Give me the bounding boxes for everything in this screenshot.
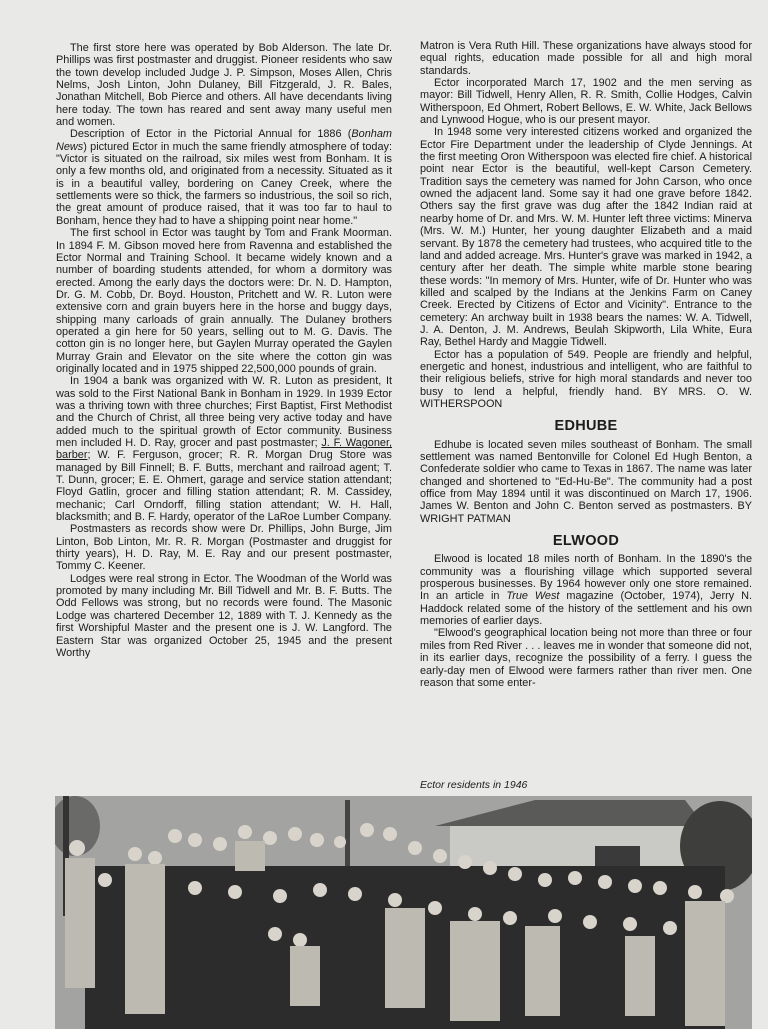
text-run: Elwood is located 18 miles north of Bonham. In the 1890's the community was a flourishing village which supported several prosperous businesses. By 1964 however only one store remained. In an article in bbox=[420, 553, 752, 603]
paragraph-fire-dept-cemetery: In 1948 some very interested citizens worked and organized the Ector Fire Department under the leadership of Clyde Jennings. At the first meeting Oron Witherspoon was elected fire chief. A historical point near Ector is the beautiful, well-kept Carson Cemetery. Tradition says the cemetery was named for John Carson, who once owned the adjacent land. Some say it had one grave before 1842. Others say the first grave was dug after the 1842 Indian raid at nearby home of Dr. and Mrs. W. M. Hunter left three victims: Minerva (Mrs. W. M.) Hunter, her young daughter Elizabeth and a maid servant. By 1878 the cemetery had trustees, who acquired title to the land and added acreage. Mrs. Hunter's grave was marked in 1942, a century after her death. The simple white marble stone bearing these words: "In memory of Mrs. Hunter, wife of Dr. Hunter who was killed and scalped by the Indians at the Jenkins Farm on Caney Creek. Erected by Citizens of Ector and Vicinity". Entrance to the cemetery: An archway built in 1938 bears the names: W. A. Tidwell, J. A. Denton, J. M. Andrews, Beulah Skipworth, Lila White, Eura Ray, Bethel Hardy and Maggie Tidwell. bbox=[420, 126, 752, 349]
paragraph-edhube: Edhube is located seven miles southeast of Bonham. The small settlement was named Bentonville for Colonel Ed Hugh Benton, a Confederate soldier who came to Texas in 1867. The name was later changed and shortened to "Ed-Hu-Be". The community had a post office from May 1894 until it was discontinued on March 17, 1906. James W. Benton and John C. Benton served as postmasters. BY WRIGHT PATMAN bbox=[420, 438, 752, 525]
paragraph-pictorial-annual bbox=[56, 128, 392, 227]
paragraph-first-school: The first school in Ector was taught by Tom and Frank Moorman. In 1894 F. M. Gibson moved here from Ravenna and established the Ector Normal and Training School. It became widely known and a number of boarding students attended, for whom a dormitory was erected. Among the early days the doctors were: Dr. N. D. Hampton, Dr. G. M. Cobb, Dr. Boyd. Houston, Pritchett and W. R. Luton were extensive corn and grain buyers here in the horse and buggy days, shipping many carloads of grain annually. The Dulaney brothers operated a gin here for 50 years, selling out to M. G. Davis. The cotton gin is no longer here, but Gaylen Murray operated the Gaylen Murray Grain and Elevator on the site where the cotton gin was originally located and in 1975 shipped 22,500,000 pounds of grain. bbox=[56, 227, 392, 375]
paragraph-elwood-intro bbox=[420, 553, 752, 627]
section-heading-edhube: EDHUBE bbox=[554, 418, 618, 435]
photo-caption: Ector residents in 1946 bbox=[420, 779, 528, 791]
underlined-text: J. F. Wagoner, barber bbox=[56, 437, 393, 462]
text-run: magazine (October, 1974), Jerry N. Haddock related some of the history of the settlement and his own memories of earlier days. bbox=[420, 590, 752, 628]
paragraph-matron: Matron is Vera Ruth Hill. These organizations have always stood for equal rights, education made possible for all and high moral standards. bbox=[420, 40, 752, 77]
text-run: ; W. F. Ferguson, grocer; R. R. Morgan Drug Store was managed by Bill Finnell; B. F. Butts, merchant and railroad agent; T. T. Dunn, grocer; E. E. Ohmert, garage and service station attendant; Floyd Gatlin, grocer and filling station attendant; R. M. Cassidey, mechanic; Carl Orndorff, filling station attendant; W. H. Hall, blacksmith; and B. F. Hardy, operator of the LaRoe Lumber Company. bbox=[56, 449, 392, 524]
paragraph-lodges: Lodges were real strong in Ector. The Woodman of the World was promoted by many including Mr. Bill Tidwell and Mr. B. F. Butts. The Odd Fellows was strong, but no records were found. The Masonic Lodge was chartered December 12, 1889 with T. J. Kennedy as the first Worshipful Master and the present one is J. W. Langford. The Eastern Star was organized October 25, 1945 and the present Worthy bbox=[56, 572, 392, 659]
text-run: ) pictured Ector in much the same friendly atmosphere of today: "Victor is situated on the railroad, six miles west from Bonham. It is only a few months old, and originated from a necessity. Situated as it is in a beautiful valley, bordering on Caney Creek, where the settlements were so thick, the farmers so industrious, the soil so rich, the great amount of produce raised, that it was too far to haul to Bonham, hence they had to have a shipping point near home." bbox=[56, 140, 392, 227]
text-run: Description of Ector in the Pictorial Annual for 1886 ( bbox=[70, 128, 352, 141]
publication-title: Bonham News bbox=[56, 128, 392, 153]
section-heading-elwood: ELWOOD bbox=[552, 533, 620, 550]
group-photo bbox=[55, 796, 752, 1029]
magazine-title: True West bbox=[506, 590, 560, 603]
group-photo-illustration bbox=[55, 796, 752, 1029]
left-column bbox=[56, 42, 392, 659]
paragraph-postmasters: Postmasters as records show were Dr. Phillips, John Burge, Jim Linton, Bob Linton, Mr. R. R. Morgan (Postmaster and druggist for thirty years), H. D. Ray, M. E. Ray and our present postmaster, Tommy C. Keener. bbox=[56, 523, 392, 573]
paragraph-elwood-quote: "Elwood's geographical location being not more than three or four miles from Red River . . . leaves me in wonder that someone did not, in its earlier days, recognize the possibility of a ferry. I guess the early-day men of Elwood were farmers rather than river men. One reason that some enter- bbox=[420, 627, 752, 689]
right-column bbox=[420, 40, 752, 689]
text-run: In 1904 a bank was organized with W. R. Luton as president, It was sold to the First National Bank in Bonham in 1929. In 1939 Ector was a thriving town with three churches; First Baptist, First Methodist and the Church of Christ, all three being very active today and have added much to the spiritual growth of Ector community. Business men included H. D. Ray, grocer and past postmaster; bbox=[56, 375, 392, 449]
paragraph-first-store: The first store here was operated by Bob Alderson. The late Dr. Phillips was first postmaster and druggist. Pioneer residents who saw the town develop included Judge J. P. Simpson, Moses Allen, Chris Nelms, Josh Linton, John Dulaney, Bill Fitzgerald, J. R. Bales, Jonathan Mitchell, Bob Pierce and others. All have decendants living here today. The town has reared and sent away many useful men and women. bbox=[56, 42, 392, 129]
paragraph-bank-businesses bbox=[56, 375, 392, 523]
paragraph-population: Ector has a population of 549. People are friendly and helpful, energetic and honest, industrious and intelligent, who are faithful to their religious beliefs, strive for high moral standards and never too busy to lend a helpful, friendly hand. BY MRS. O. W. WITHERSPOON bbox=[420, 348, 752, 410]
paragraph-mayors: Ector incorporated March 17, 1902 and the men serving as mayor: Bill Tidwell, Henry Allen, R. R. Smith, Collie Hodges, Calvin Witherspoon, Ed Ohmert, Robert Bellows, E. W. White, Jack Bellows and Lynwood Hogue, who is our present mayor. bbox=[420, 77, 752, 127]
